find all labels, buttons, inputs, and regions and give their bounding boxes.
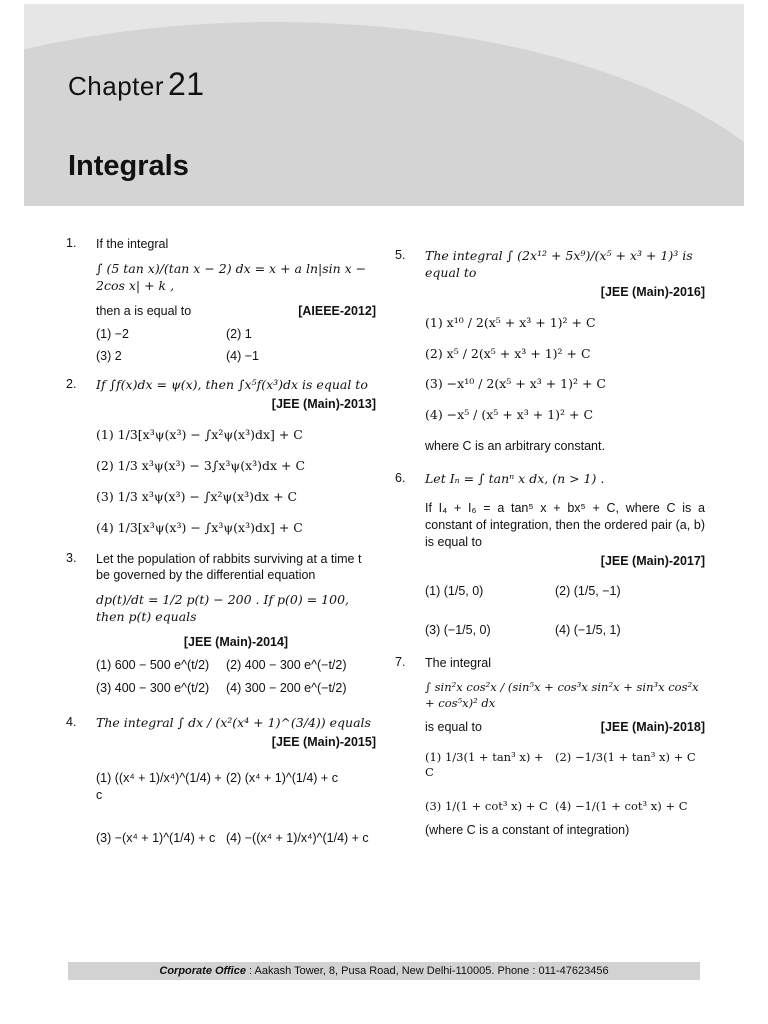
option-4[interactable]: (4) −x⁵ / (x⁵ + x³ + 1)² + C — [425, 407, 594, 423]
question-2 — [66, 377, 376, 536]
exam-source: [JEE (Main)-2017] — [600, 553, 705, 568]
question-number: 7. — [395, 655, 406, 670]
option-4[interactable]: (4) 300 − 200 e^(−t/2) — [226, 680, 347, 695]
option-2[interactable]: (2) −1/3(1 + tan³ x) + C — [555, 749, 696, 764]
question-text: The integral ∫ (2x¹² + 5x⁹)/(x⁵ + x³ + 1)³ is equal to — [425, 248, 693, 280]
option-1[interactable]: (1) x¹⁰ / 2(x⁵ + x³ + 1)² + C — [425, 314, 596, 330]
option-1[interactable]: (1) (1/5, 0) — [425, 584, 484, 599]
question-5 — [395, 248, 705, 455]
question-text: If the integral — [96, 237, 169, 251]
question-expression: ∫ (5 tan x)/(tan x − 2) dx = x + a ln|sin x − 2cos x| + k , — [96, 260, 367, 293]
question-note: where C is an arbitrary constant. — [425, 439, 605, 454]
question-note: (where C is a constant of integration) — [425, 823, 630, 838]
option-3[interactable]: (3) 1/(1 + cot³ x) + C — [425, 798, 548, 813]
question-number: 4. — [66, 714, 77, 729]
exam-source: [AIEEE-2012] — [298, 303, 376, 318]
page-title: Integrals — [68, 150, 189, 182]
question-number: 5. — [395, 248, 406, 262]
option-3[interactable]: (3) −(x⁴ + 1)^(1/4) + c — [96, 831, 216, 846]
left-column — [66, 236, 376, 859]
option-1[interactable]: (1) −2 — [96, 326, 130, 341]
question-text: Let the population of rabbits surviving at a time t be governed by the differential equation — [96, 551, 362, 583]
question-expression: dp(t)/dt = 1/2 p(t) − 200 . If p(0) = 100, then p(t) equals — [96, 592, 350, 625]
footer-text: : Aakash Tower, 8, Pusa Road, New Delhi-110005. Phone : 011-47623456 — [245, 965, 609, 977]
option-1[interactable]: (1) ((x⁴ + 1)/x⁴)^(1/4) + c — [96, 771, 222, 803]
option-4[interactable]: (4) 1/3[x³ψ(x³) − ∫x³ψ(x³)dx] + C — [96, 519, 303, 535]
chapter-label: Chapter 21 — [68, 66, 205, 102]
exam-source: [JEE (Main)-2016] — [600, 284, 705, 299]
option-2[interactable]: (2) (1/5, −1) — [555, 584, 621, 599]
right-column — [395, 248, 705, 851]
footer-label: Corporate Office — [159, 965, 246, 977]
question-number: 6. — [395, 471, 406, 485]
question-text: is equal to — [425, 720, 482, 735]
option-4[interactable]: (4) −((x⁴ + 1)/x⁴)^(1/4) + c — [226, 831, 369, 846]
option-2[interactable]: (2) 1 — [226, 326, 252, 341]
page-footer — [68, 962, 700, 980]
option-1[interactable]: (1) 600 − 500 e^(t/2) — [96, 657, 210, 672]
option-1[interactable]: (1) 1/3[x³ψ(x³) − ∫x²ψ(x³)dx] + C — [96, 427, 303, 442]
question-4 — [66, 715, 376, 847]
option-3[interactable]: (3) 400 − 300 e^(t/2) — [96, 680, 210, 695]
question-1 — [66, 236, 376, 365]
option-4[interactable]: (4) −1 — [226, 349, 260, 364]
question-text: then a is equal to — [96, 303, 192, 318]
option-1[interactable]: (1) 1/3(1 + tan³ x) + C — [425, 749, 544, 780]
question-text: The integral — [425, 656, 492, 671]
option-3[interactable]: (3) 1/3 x³ψ(x³) − ∫x²ψ(x³)dx + C — [96, 488, 298, 504]
option-2[interactable]: (2) (x⁴ + 1)^(1/4) + c — [226, 771, 338, 786]
chapter-number: 21 — [168, 66, 205, 102]
exam-source: [JEE (Main)-2013] — [271, 397, 376, 412]
option-4[interactable]: (4) (−1/5, 1) — [555, 623, 621, 638]
question-number: 1. — [66, 236, 77, 250]
option-2[interactable]: (2) 400 − 300 e^(−t/2) — [226, 657, 347, 672]
question-text: If ∫f(x)dx = ψ(x), then ∫x⁵f(x³)dx is equal to — [96, 377, 368, 393]
option-2[interactable]: (2) x⁵ / 2(x⁵ + x³ + 1)² + C — [425, 345, 591, 361]
exam-source: [JEE (Main)-2015] — [271, 734, 376, 749]
option-4[interactable]: (4) −1/(1 + cot³ x) + C — [555, 798, 688, 813]
option-3[interactable]: (3) −x¹⁰ / 2(x⁵ + x³ + 1)² + C — [425, 376, 606, 392]
question-text: The integral ∫ dx / (x²(x⁴ + 1)^(3/4)) equals — [96, 714, 371, 730]
question-3 — [66, 551, 376, 697]
option-2[interactable]: (2) 1/3 x³ψ(x³) − 3∫x³ψ(x³)dx + C — [96, 457, 306, 473]
question-7 — [395, 655, 705, 839]
question-number: 3. — [66, 550, 77, 565]
option-3[interactable]: (3) (−1/5, 0) — [425, 623, 491, 638]
option-3[interactable]: (3) 2 — [96, 349, 122, 364]
exam-source: [JEE (Main)-2014] — [183, 635, 289, 649]
question-text: Let Iₙ = ∫ tanⁿ x dx, (n > 1) . — [425, 471, 605, 486]
question-expression: ∫ sin²x cos²x / (sin⁵x + cos³x sin²x + sin³x cos²x + cos⁵x)² dx — [425, 680, 699, 710]
question-number: 2. — [66, 377, 77, 392]
question-6 — [395, 471, 705, 639]
exam-source: [JEE (Main)-2018] — [600, 720, 705, 735]
question-text: If I₄ + I₆ = a tan⁵ x + bx⁵ + C, where C is a constant of integration, then the ordered pair (a, b) is equal to — [425, 500, 705, 549]
